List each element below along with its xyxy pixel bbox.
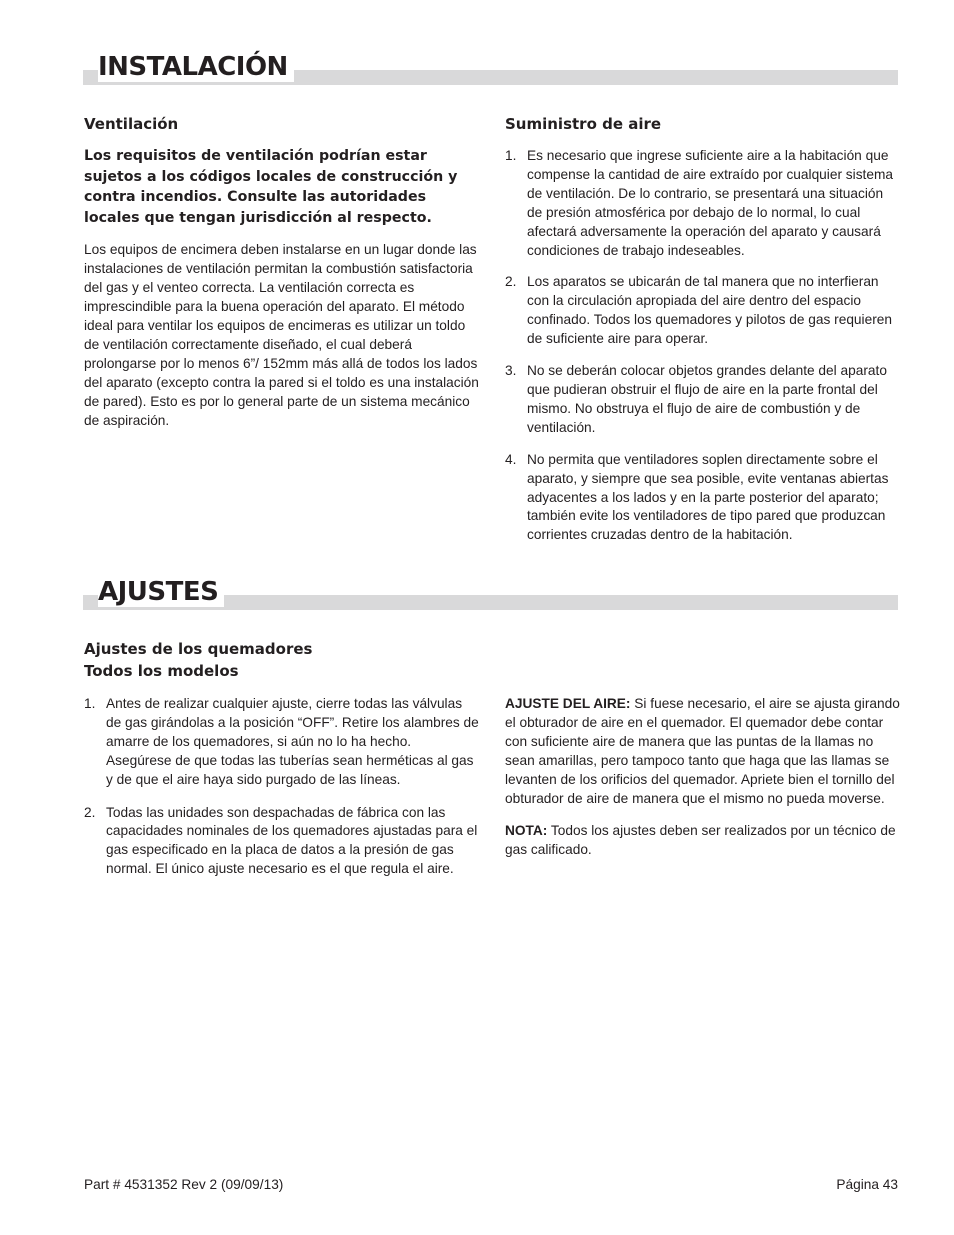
- footer-part-number: Part # 4531352 Rev 2 (09/09/13): [84, 1177, 284, 1192]
- ventilation-section: [84, 113, 479, 430]
- ventilation-heading: Ventilación: [84, 115, 179, 133]
- list-item-number: 2.: [505, 274, 517, 290]
- list-item-text: Antes de realizar cualquier ajuste, cierre todas las válvulas de gas girándolas a la posición “OFF”. Retire los alambres de amarre de los quemadores, si aún no lo ha hecho. Asegúrese de que todas las tuberías sean herméticas al gas y de que el aire haya sido purgado de las líneas.: [106, 696, 479, 787]
- list-item-number: 1.: [84, 696, 96, 711]
- section-title-adjustments: AJUSTES: [98, 577, 224, 607]
- burner-adjustments-subtitle: Todos los modelos: [84, 662, 239, 680]
- list-item-text: Los aparatos se ubicarán de tal manera que no interfieran con la circulación apropiada del aire dentro del espacio confinado. Todos los quemadores y pilotos de gas requieren de suficiente aire para operar.: [527, 274, 892, 347]
- list-item: [505, 362, 900, 438]
- list-item: [84, 695, 479, 790]
- list-item-text: No se deberán colocar objetos grandes delante del aparato que pudieran obstruir el flujo de aire en la parte frontal del mismo. No obstruya el flujo de aire de combustión y de ventilación.: [527, 363, 887, 435]
- list-item: [84, 804, 479, 880]
- list-item: [505, 451, 900, 546]
- air-supply-section: [505, 113, 900, 558]
- air-adjustment-paragraph: [505, 695, 900, 808]
- list-item-number: 3.: [505, 363, 517, 379]
- list-item-text: Es necesario que ingrese suficiente aire a la habitación que compense la cantidad de aire extraído por cualquier sistema de ventilación. De lo contrario, se presentará una situación de presión atmosférica por debajo de lo normal, lo cual afectará adversamente la operación del aparato y causará condiciones de trabajo indeseables.: [527, 148, 893, 258]
- air-supply-list: [505, 147, 900, 545]
- burner-adjustments-title: Ajustes de los quemadores: [84, 640, 313, 658]
- list-item-text: No permita que ventiladores soplen directamente sobre el aparato, y siempre que sea posible, evite ventanas abiertas adyacentes a los lados y en la parte posterior del aparato; también evite los ventiladores de tipo pared que produzcan corrientes cruzadas dentro de la habitación.: [527, 451, 889, 543]
- list-item-number: 4.: [505, 451, 517, 467]
- section-title-installation: INSTALACIÓN: [98, 52, 294, 82]
- note-text: Todos los ajustes deben ser realizados por un técnico de gas calificado.: [505, 823, 896, 858]
- ventilation-body: Los equipos de encimera deben instalarse en un lugar donde las instalaciones de ventilación permitan la combustión satisfactoria del gas y el venteo correcta. La ventilación correcta es imprescindible para la buena operación del aparato. El método ideal para ventilar los equipos de encimeras es utilizar un toldo de ventilación correctamente diseñado, el cual deberá prolongarse por lo menos 6”/ 152mm más allá de todos los lados del aparato (excepto contra la pared si el toldo es una instalación de pared). Esto es por lo general parte de un sistema mecánico de aspiración.: [84, 242, 479, 428]
- ventilation-lead: Los requisitos de ventilación podrían estar sujetos a los códigos locales de construcción y contra incendios. Consulte las autoridades locales que tengan jurisdicción al respecto.: [84, 148, 458, 226]
- burner-adjustments-list: [84, 695, 479, 879]
- list-item: [505, 147, 900, 260]
- burner-adjustments-heading: [84, 638, 479, 682]
- air-supply-heading: Suministro de aire: [505, 115, 662, 133]
- list-item-number: 1.: [505, 148, 517, 163]
- note-paragraph: [505, 822, 900, 860]
- air-adjustment-section: [505, 695, 900, 860]
- burner-adjustments-section: [84, 695, 479, 892]
- note-label: NOTA:: [505, 823, 548, 839]
- list-item: [505, 273, 900, 349]
- list-item-number: 2.: [84, 804, 96, 820]
- air-adjustment-label: AJUSTE DEL AIRE:: [505, 696, 631, 711]
- list-item-text: Todas las unidades son despachadas de fábrica con las capacidades nominales de los quemadores ajustadas para el gas especificado en la placa de datos a la presión de gas normal. El único ajuste necesario es el que regula el aire.: [106, 804, 478, 877]
- air-adjustment-text: Si fuese necesario, el aire se ajusta girando el obturador de aire en el quemador. El quemador debe contar con suficiente aire de manera que las puntas de la llamas no sean amarillas, pero tampoco tanto que haga que las llamas se levanten de los orificios del quemador. Apriete bien el tornillo del obturador de aire de manera que el mismo no pueda moverse.: [505, 696, 900, 806]
- footer-page-number: Página 43: [836, 1177, 898, 1192]
